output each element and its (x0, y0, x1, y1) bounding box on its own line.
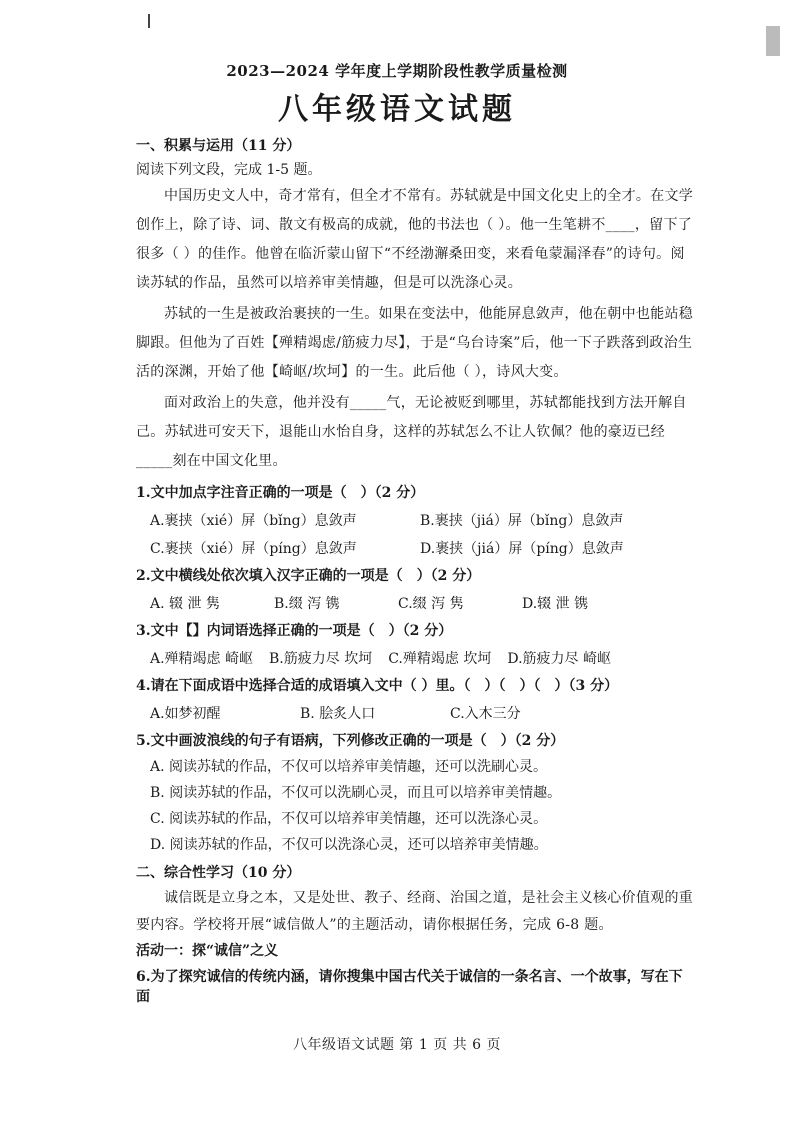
option-b: B.缀 泻 镌 (274, 596, 340, 612)
question-5-options (136, 757, 696, 855)
section2-heading: 二、综合性学习（10 分） (136, 865, 301, 881)
option-c: C.缀 泻 隽 (398, 596, 464, 612)
section1-instruction: 阅读下列文段，完成 1-5 题。 (136, 162, 322, 178)
option-d: D. 阅读苏轼的作品，不仅可以洗涤心灵，还可以培养审美情趣。 (150, 837, 548, 853)
option-b: B.筋疲力尽 坎坷 (269, 651, 373, 667)
passage-paragraph-2: 苏轼的一生是被政治裹挟的一生。如果在变法中，他能屏息敛声，他在朝中也能站稳脚跟。但他为了百姓【殚精竭虑/筋疲力尽】，于是“乌台诗案”后，他一下子跌落到政治生活的深渊，开始了他【崎岖/坎坷】的一生。此后他（ ），诗风大变。 (136, 306, 694, 380)
option-c: C.裹挟（xié）屏（píng）息敛声 (150, 541, 357, 557)
option-a: A.如梦初醒 (150, 706, 221, 722)
exam-subtitle: 2023—2024 学年度上学期阶段性教学质量检测 (226, 62, 568, 80)
question-1-options (136, 511, 696, 531)
question-3-options (136, 649, 696, 669)
option-a: A.裹挟（xié）屏（bǐng）息敛声 (150, 513, 357, 529)
question-5-stem: 5.文中画波浪线的句子有语病，下列修改正确的一项是（ ）（2 分） (136, 733, 565, 749)
question-2-stem: 2.文中横线处依次填入汉字正确的一项是（ ）（2 分） (136, 568, 481, 584)
option-c: C.入木三分 (450, 706, 521, 722)
scan-mark (148, 14, 160, 28)
exam-content (136, 132, 696, 1007)
option-d: D.筋疲力尽 崎岖 (507, 651, 611, 667)
option-a: A. 阅读苏轼的作品，不仅可以培养审美情趣，还可以洗刷心灵。 (150, 759, 548, 775)
option-d: D.辍 泄 镌 (522, 596, 589, 612)
passage-paragraph-1: 中国历史文人中，奇才常有，但全才不常有。苏轼就是中国文化史上的全才。在文学创作上，除了诗、词、散文有极高的成就，他的书法也（ ）。他一生笔耕不____，留下了很多（ ）的佳作。他曾在临沂蒙山留下“不经渤澥桑田变，来看龟蒙漏泽春”的诗句。阅读苏轼的作品，虽然可以培养审美情趣，但是可以洗涤心灵。 (136, 188, 694, 291)
activity-1-heading: 活动一：探“诚信”之义 (136, 943, 279, 959)
passage-paragraph-3: 面对政治上的失意，他并没有_____气，无论被贬到哪里，苏轼都能找到方法开解自己。苏轼进可安天下，退能山水怡自身，这样的苏轼怎么不让人钦佩？他的豪迈已经_____刻在中国文化里。 (136, 395, 687, 469)
option-a: A.殚精竭虑 崎岖 (150, 651, 254, 667)
question-1-options-2 (136, 539, 696, 559)
question-1-stem: 1.文中加点字注音正确的一项是（ ）（2 分） (136, 485, 425, 501)
section2-intro: 诚信既是立身之本，又是处世、教子、经商、治国之道，是社会主义核心价值观的重要内容。学校将开展“诚信做人”的主题活动，请你根据任务，完成 6-8 题。 (136, 890, 694, 933)
exam-title: 八年级语文试题 (278, 92, 516, 127)
option-b: B.裹挟（jiá）屏（bǐng）息敛声 (420, 513, 624, 529)
question-3-stem: 3.文中【】内词语选择正确的一项是（ ）（2 分） (136, 623, 453, 639)
section1-heading: 一、积累与运用（11 分） (136, 138, 301, 154)
question-4-stem: 4.请在下面成语中选择合适的成语填入文中（ ）里。（ ）（ ）（ ）（3 分） (136, 678, 619, 694)
question-4-options (136, 704, 696, 724)
option-b: B. 脍炙人口 (300, 706, 376, 722)
option-d: D.裹挟（jiá）屏（píng）息敛声 (420, 541, 624, 557)
scan-corner-mark (766, 26, 780, 56)
question-6-stem: 6.为了探究诚信的传统内涵，请你搜集中国古代关于诚信的一条名言、一个故事，写在下面 (136, 969, 683, 1005)
question-2-options (136, 594, 696, 614)
option-c: C.殚精竭虑 坎坷 (388, 651, 492, 667)
option-a: A. 辍 泄 隽 (150, 596, 220, 612)
option-b: B. 阅读苏轼的作品，不仅可以洗刷心灵，而且可以培养审美情趣。 (150, 785, 562, 801)
page-footer: 八年级语文试题 第 1 页 共 6 页 (292, 1037, 501, 1053)
option-c: C. 阅读苏轼的作品，不仅可以培养审美情趣，还可以洗涤心灵。 (150, 811, 548, 827)
